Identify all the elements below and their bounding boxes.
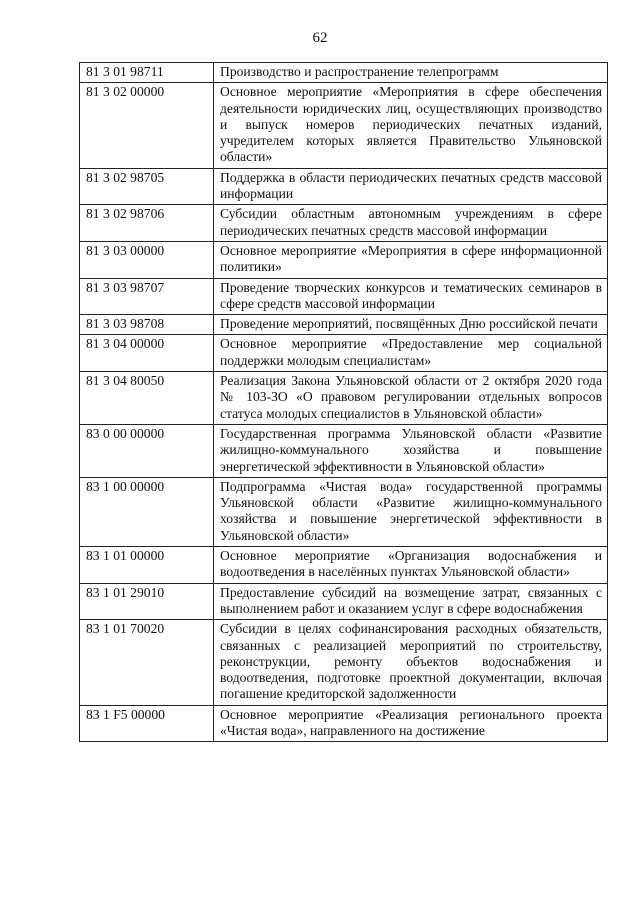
table-row — [80, 335, 608, 372]
table-row — [80, 63, 608, 83]
classification-code: 83 1 01 70020 — [80, 620, 214, 705]
code-description: Государственная программа Ульяновской области «Развитие жилищно-коммунального хозяйства и повышение энергетической эффективности в Ульяновской области» — [214, 424, 608, 477]
table-row — [80, 372, 608, 425]
classification-code: 81 3 02 98705 — [80, 168, 214, 205]
table-row — [80, 583, 608, 620]
code-description: Основное мероприятие «Реализация регионального проекта «Чистая вода», направленного на достижение — [214, 705, 608, 742]
code-description: Реализация Закона Ульяновской области от 2 октября 2020 года № 103-ЗО «О правовом регулировании отдельных вопросов статуса молодых специалистов в Ульяновской области» — [214, 372, 608, 425]
code-description: Основное мероприятие «Мероприятия в сфере обеспечения деятельности юридических лиц, осуществляющих производство и выпуск номеров периодических печатных изданий, учредителем которых является Правительство Ульяновской области» — [214, 83, 608, 168]
classification-code: 83 0 00 00000 — [80, 424, 214, 477]
table-row — [80, 205, 608, 242]
code-description: Субсидии в целях софинансирования расходных обязательств, связанных с реализацией мероприятий по строительству, реконструкции, ремонту объектов водоснабжения и водоотведения, подготовке проектной документации, включая погашение кредиторской задолженности — [214, 620, 608, 705]
code-description: Производство и распространение телепрограмм — [214, 63, 608, 83]
budget-code-table — [79, 62, 608, 742]
code-description: Предоставление субсидий на возмещение затрат, связанных с выполнением работ и оказанием услуг в сфере водоснабжения — [214, 583, 608, 620]
code-description: Основное мероприятие «Организация водоснабжения и водоотведения в населённых пунктах Ульяновской области» — [214, 547, 608, 584]
code-description: Проведение творческих конкурсов и тематических семинаров в сфере средств массовой информации — [214, 278, 608, 315]
classification-code: 83 1 01 29010 — [80, 583, 214, 620]
table-row — [80, 620, 608, 705]
classification-code: 81 3 04 80050 — [80, 372, 214, 425]
code-description: Поддержка в области периодических печатных средств массовой информации — [214, 168, 608, 205]
classification-code: 83 1 F5 00000 — [80, 705, 214, 742]
table-row — [80, 241, 608, 278]
classification-code: 81 3 01 98711 — [80, 63, 214, 83]
classification-code: 83 1 01 00000 — [80, 547, 214, 584]
code-description: Проведение мероприятий, посвящённых Дню российской печати — [214, 315, 608, 335]
code-description: Подпрограмма «Чистая вода» государственной программы Ульяновской области «Развитие жилищно-коммунального хозяйства и повышение энергетической эффективности в Ульяновской области» — [214, 477, 608, 546]
classification-code: 83 1 00 00000 — [80, 477, 214, 546]
table-row — [80, 278, 608, 315]
classification-code: 81 3 03 00000 — [80, 241, 214, 278]
classification-code: 81 3 03 98707 — [80, 278, 214, 315]
classification-code: 81 3 02 00000 — [80, 83, 214, 168]
classification-code: 81 3 04 00000 — [80, 335, 214, 372]
code-description: Основное мероприятие «Мероприятия в сфере информационной политики» — [214, 241, 608, 278]
table-row — [80, 315, 608, 335]
table-row — [80, 705, 608, 742]
table-row — [80, 168, 608, 205]
table-row — [80, 424, 608, 477]
table-row — [80, 477, 608, 546]
table-row — [80, 547, 608, 584]
code-description: Субсидии областным автономным учреждениям в сфере периодических печатных средств массовой информации — [214, 205, 608, 242]
page-number: 62 — [312, 30, 328, 46]
table-row — [80, 83, 608, 168]
code-description: Основное мероприятие «Предоставление мер социальной поддержки молодым специалистам» — [214, 335, 608, 372]
classification-code: 81 3 03 98708 — [80, 315, 214, 335]
classification-code: 81 3 02 98706 — [80, 205, 214, 242]
